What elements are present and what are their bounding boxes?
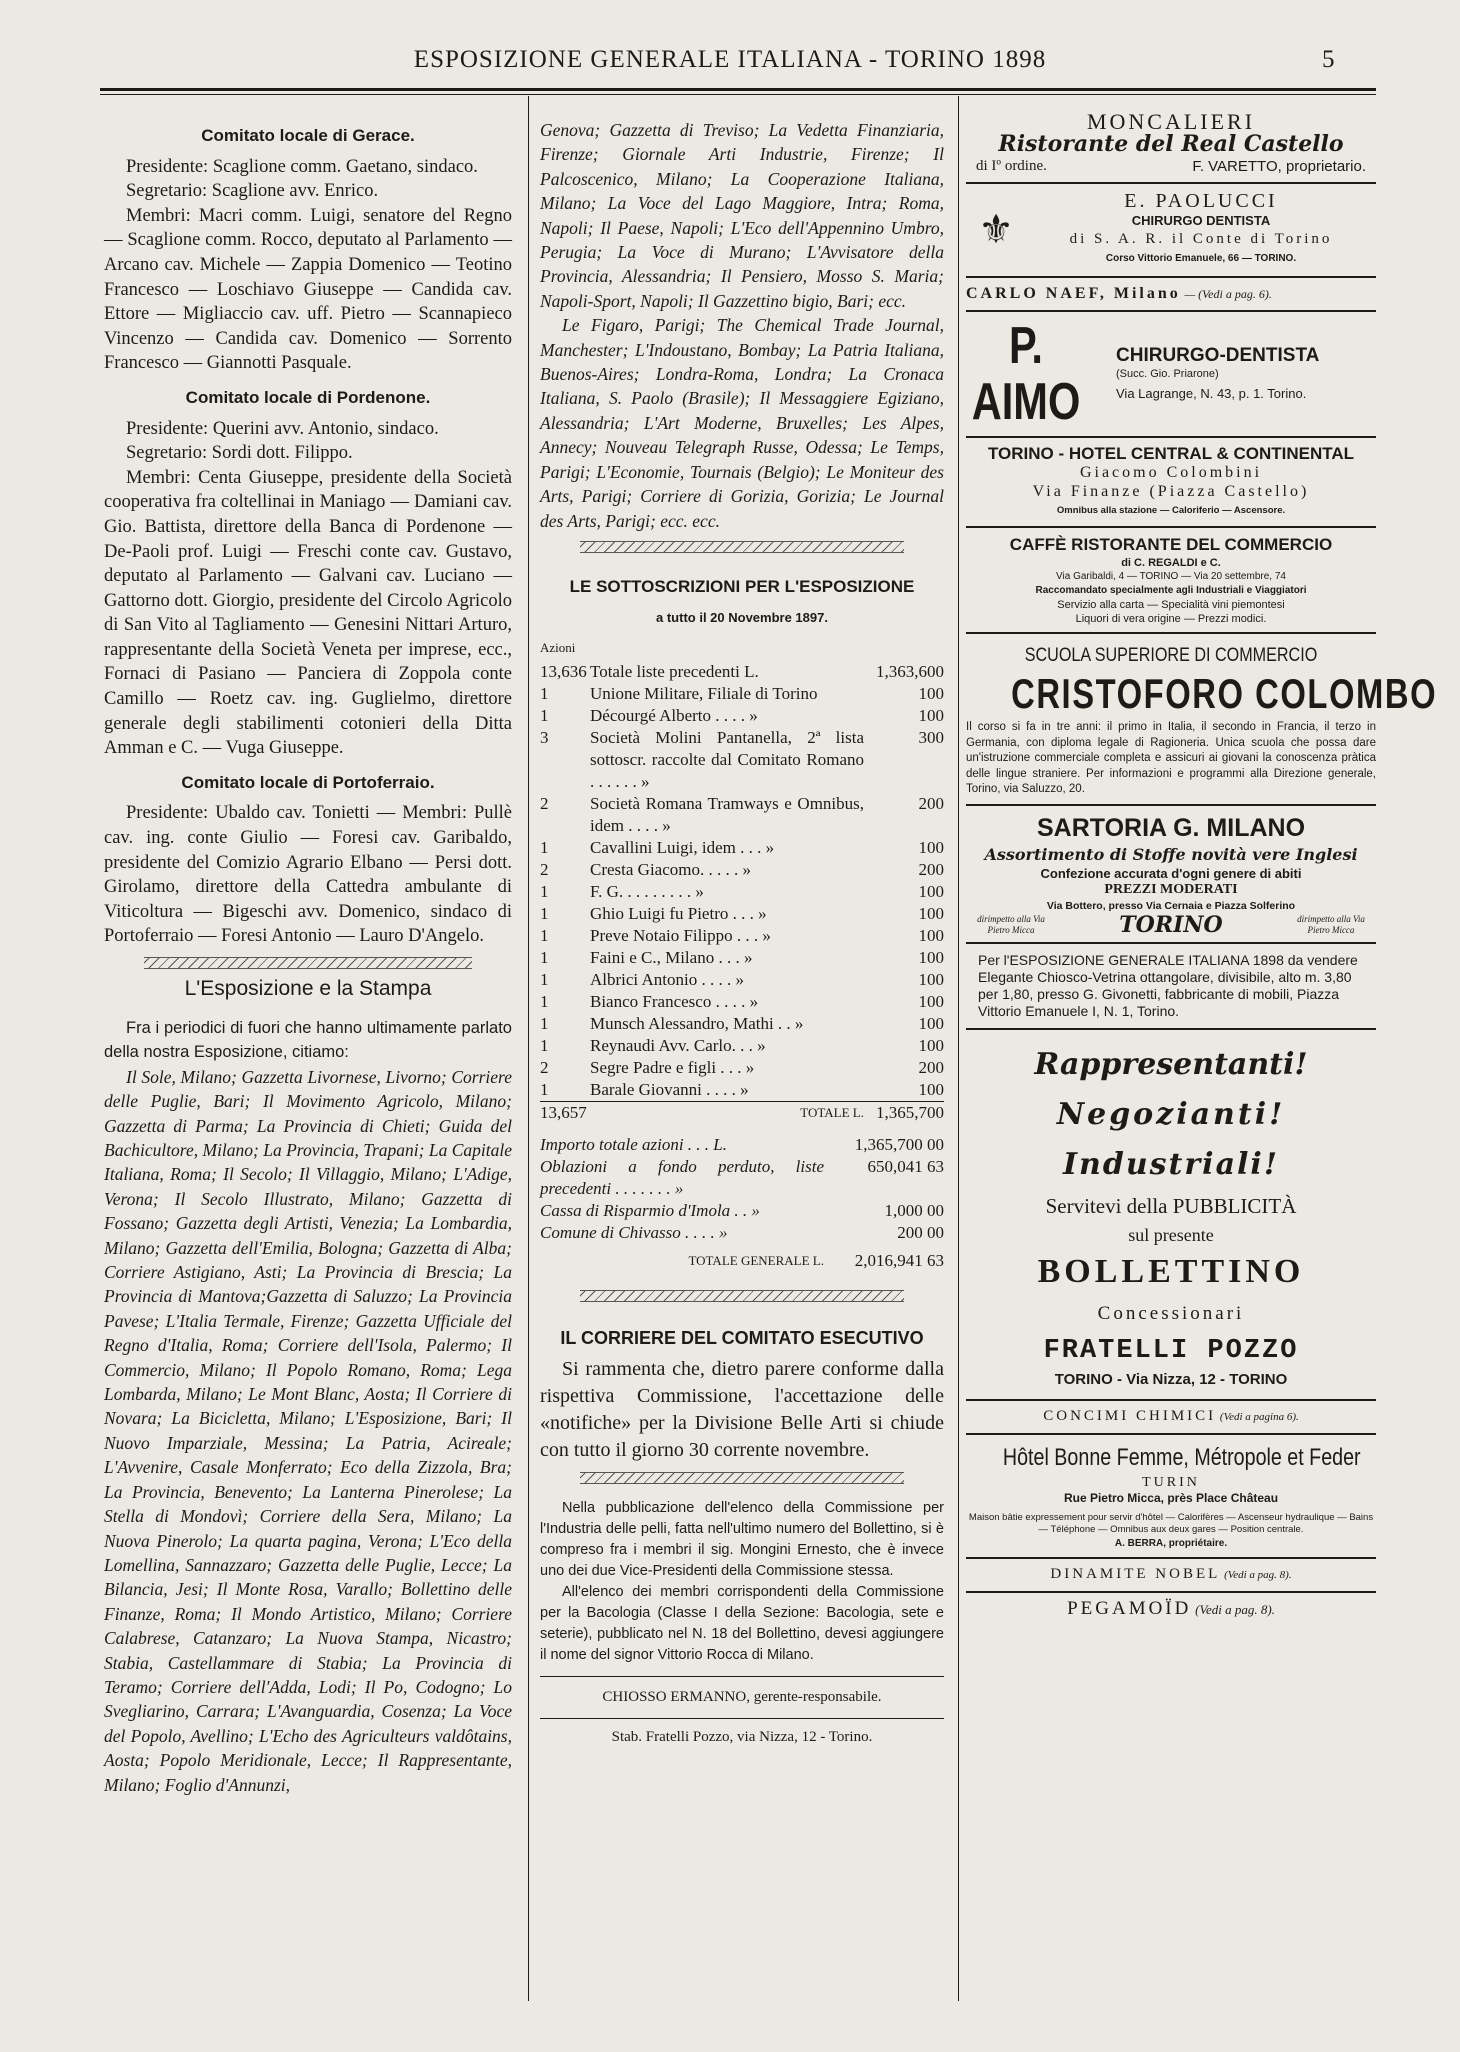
subscription-name: Décourgé Alberto . . . . »: [590, 705, 758, 725]
ad-paolucci: [966, 184, 1376, 278]
subscription-name: Munsch Alessandro, Mathi . . »: [590, 1013, 804, 1033]
paragraph: Presidente: Ubaldo cav. Tonietti — Membri: Pullè cav. ing. conte Giulio — Foresi cav. Garibaldo, presidente del Comizio Agrario Elbano — Persi dott. Girolamo, direttore della Cattedra ambulante di Viticoltura — Bigeschi avv. Domenico, sindaco di Portoferraio — Foresi Antonio — Lauro D'Angelo.: [104, 803, 512, 947]
column-2: [540, 118, 944, 1749]
subscription-name: F. G. . . . . . . . . »: [590, 881, 704, 901]
subscription-n: 1: [540, 1079, 549, 1099]
header-rule: [100, 88, 1376, 91]
section-title-gerace: Comitato locale di Gerace.: [201, 126, 415, 145]
corriere-title: IL CORRIERE DEL COMITATO ESECUTIVO: [560, 1327, 924, 1348]
summary-row: [540, 1222, 944, 1244]
subscription-name: Cavallini Luigi, idem . . . »: [590, 837, 775, 857]
ad-line: sul presente: [1128, 1224, 1214, 1245]
subscription-row: [540, 793, 944, 837]
ad-line: Industriali!: [1063, 1146, 1279, 1182]
subscription-row: [540, 1057, 944, 1079]
subscription-amt: 100: [918, 903, 944, 923]
paragraph: Segretario: Sordi dott. Filippo.: [126, 443, 353, 464]
subscription-name: Barale Giovanni . . . . »: [590, 1079, 749, 1099]
ad-title: SCUOLA SUPERIORE DI COMMERCIO: [1024, 645, 1318, 666]
subscription-name: Preve Notaio Filippo . . . »: [590, 925, 771, 945]
paragraph: Fra i periodici di fuori che hanno ultimamente parlato della nostra Esposizione, citiamo:: [104, 1018, 512, 1062]
ad-line: Liquori di vera origine — Prezzi modici.: [1075, 613, 1267, 625]
ornamental-divider: [580, 1472, 904, 1484]
ad-text: Il corso si fa in tre anni: il primo in Italia, il secondo in Francia, il terzo in Germania, con diploma legale di Ragioneria. Unica scuola che possa dare un'istruzione commerciale completa e assicuri ai giovani la conoscenza pràtica delle lingue straniere. Per informazioni e programmi alla Direzione generale, Torino, via Saluzzo, 20.: [966, 721, 1376, 795]
ad-ref: — (Vedi a pag. 6).: [1184, 287, 1272, 301]
ad-caffe: [966, 528, 1376, 634]
subscription-n: 1: [540, 1013, 549, 1033]
ad-ref: (Vedi a pag. 8).: [1224, 1568, 1292, 1581]
ad-name: P. AIMO: [971, 317, 1081, 431]
total-count: 13,657: [540, 1102, 587, 1122]
subscription-row: [540, 683, 944, 705]
subscription-amt: 1,363,600: [876, 661, 944, 681]
ad-tagline: Assortimento di Stoffe novità vere Inglesi: [984, 844, 1358, 864]
ad-naef: [966, 278, 1376, 312]
summary-label: Cassa di Risparmio d'Imola . . »: [540, 1200, 760, 1220]
subscription-row: [540, 859, 944, 881]
ad-concimi: [966, 1401, 1376, 1435]
paragraph: Presidente: Scaglione comm. Gaetano, sindaco.: [126, 156, 478, 177]
ad-line: di S. A. R. il Conte di Torino: [1069, 231, 1333, 247]
subscription-amt: 100: [918, 683, 944, 703]
subscription-amt: 100: [918, 1035, 944, 1055]
ad-bonne-femme: [966, 1435, 1376, 1559]
subscription-n: 1: [540, 969, 549, 989]
paragraph: Membri: Macri comm. Luigi, senatore del Regno — Scaglione comm. Rocco, deputato al Parlamento — Arcano cav. Michele — Zappia Domenico — Teotino Francesco — Loschiavo Giuseppe — Candida cav. Ettore — Migliaccio cav. uff. Pietro — Scannapieco Vincenzo — Candida cav. Domenico — Sorrento Francesco — Giannotti Pasquale.: [104, 205, 512, 374]
subscription-row: [540, 969, 944, 991]
subscription-name: Segre Padre e figli . . . »: [590, 1057, 755, 1077]
ad-sartoria: [966, 806, 1376, 944]
ornamental-divider: [580, 1290, 904, 1302]
ad-owner: di C. REGALDI e C.: [1121, 557, 1221, 569]
subscription-row: [540, 1013, 944, 1035]
press-list-continued: Genova; Gazzetta di Treviso; La Vedetta Finanziaria, Firenze; Giornale Arti Industrie, Firenze; Il Palcoscenico, Milano; La Cooperazione Italiana, Milano; La Voce del Lago Maggiore, Intra; Roma, Napoli; Il Paese, Napoli; L'Eco dell'Appennino Umbro, Perugia; La Voce di Murano; L'Avvisatore della Provincia, Alessandria; Il Pensiero, Mosso S. Maria; Napoli-Sport, Napoli; Il Gazzettino bigio, Bari; ecc.: [540, 120, 944, 311]
subscription-row: [540, 837, 944, 859]
summary-amount: 650,041 63: [867, 1156, 944, 1176]
ad-aimo: [966, 312, 1376, 438]
corriere-text: Si rammenta che, dietro parere conforme dalla rispettiva Commissione, l'accettazione delle «notifiche» per la Divisione Belle Arti si chiude con tutto il giorno 30 corrente novembre.: [540, 1358, 944, 1462]
header-rule-thin: [100, 94, 1376, 95]
ornamental-divider: [144, 957, 472, 969]
subscription-name: Albrici Antonio . . . . »: [590, 969, 744, 989]
ad-address: Via Lagrange, N. 43, p. 1. Torino.: [1116, 385, 1307, 401]
column-1: [104, 118, 512, 1797]
subscription-n: 1: [540, 991, 549, 1011]
subscription-name: Cresta Giacomo. . . . . »: [590, 859, 751, 879]
subscription-name: Unione Militare, Filiale di Torino: [590, 683, 818, 703]
ad-scuola: [966, 634, 1438, 806]
subscription-amt: 100: [918, 947, 944, 967]
notice-paragraph: Nella pubblicazione dell'elenco della Commissione per l'Industria delle pelli, fatta nell'ultimo numero del Bollettino, si è compreso fra i membri il sig. Mongini Ernesto, che è invece uno dei due Vice-Presidenti della Commissione stessa.: [540, 1500, 944, 1580]
subscription-n: 3: [540, 727, 549, 747]
subscription-n: 1: [540, 925, 549, 945]
subscription-name: Società Romana Tramways e Omnibus, idem . . . . »: [590, 793, 864, 835]
subscription-amt: 200: [918, 1057, 944, 1077]
ad-note: Omnibus alla stazione — Caloriferio — Ascensore.: [1056, 505, 1286, 516]
page-header-title: ESPOSIZIONE GENERALE ITALIANA - TORINO 1898: [413, 46, 1047, 73]
ad-town: MONCALIERI: [1086, 109, 1256, 134]
grand-total-amount: 2,016,941 63: [854, 1250, 944, 1270]
summary-amount: 1,000 00: [884, 1200, 944, 1220]
summary-row: [540, 1156, 944, 1200]
subscriptions-total: [540, 1101, 944, 1124]
subscription-amt: 100: [918, 837, 944, 857]
ad-address: Via Garibaldi, 4 — TORINO — Via 20 settembre, 74: [1056, 571, 1286, 582]
subscription-n: 1: [540, 705, 549, 725]
subscriptions-subtitle: a tutto il 20 Novembre 1897.: [656, 609, 828, 625]
ad-right-note: dirimpetto alla Via Pietro Micca: [1297, 913, 1365, 935]
subscription-amt: 100: [918, 925, 944, 945]
ads-column: [966, 109, 1438, 1626]
ad-owner: F. VARETTO, proprietario.: [1192, 158, 1366, 175]
subscription-n: 1: [540, 683, 549, 703]
subscription-amt: 100: [918, 1013, 944, 1033]
ad-hotel-central: [966, 438, 1376, 528]
printer-line: Stab. Fratelli Pozzo, via Nizza, 12 - Torino.: [540, 1718, 944, 1750]
subscription-row: [540, 1035, 944, 1057]
ad-city: TORINO: [1119, 911, 1223, 938]
ad-title: TORINO - HOTEL CENTRAL & CONTINENTAL: [987, 444, 1355, 463]
ad-left-note: dirimpetto alla Via Pietro Micca: [977, 913, 1045, 935]
gerente-line: CHIOSSO ERMANNO, gerente-responsabile.: [540, 1676, 944, 1710]
subscription-row: [540, 991, 944, 1013]
ad-address: Rue Pietro Micca, près Place Château: [1063, 1490, 1279, 1505]
ad-address: Via Finanze (Piazza Castello): [1032, 483, 1310, 500]
subscriptions-col-header: Azioni: [540, 640, 576, 656]
subscription-name: Bianco Francesco . . . . »: [590, 991, 759, 1011]
ad-line: Raccomandato specialmente agli Industriali e Viaggiatori: [1035, 585, 1307, 596]
ad-line: Via Bottero, presso Via Cernaia e Piazza Solferino: [1046, 899, 1296, 912]
subscription-n: 13,636: [540, 661, 587, 681]
ad-city: TURIN: [1142, 1474, 1200, 1490]
subscription-name: Società Molini Pantanella, 2ª lista sottoscr. raccolte dal Comitato Romano . . . . . . »: [590, 727, 864, 791]
ad-moncalieri: [966, 109, 1376, 184]
subscription-n: 1: [540, 947, 549, 967]
ad-ref: (Vedi a pag. 8).: [1195, 1601, 1275, 1617]
subscription-amt: 100: [918, 969, 944, 989]
subscription-amt: 100: [918, 705, 944, 725]
ad-name: CONCIMI CHIMICI: [1043, 1407, 1217, 1424]
subscriptions-title: LE SOTTOSCRIZIONI PER L'ESPOSIZIONE: [569, 576, 915, 596]
subscription-amt: 200: [918, 793, 944, 813]
column-divider: [528, 96, 529, 2001]
ad-text: Per l'ESPOSIZIONE GENERALE ITALIANA 1898 da vendere Elegante Chiosco-Vetrina ottangolare, divisibile, alto m. 3,80 per 1,80, presso G. Givonetti, fabbricante di mobili, Piazza Vittorio Emanuele I, N. 1, Torino.: [978, 951, 1358, 1019]
ad-name: CARLO NAEF, Milano: [966, 285, 1181, 302]
subscription-row: [540, 727, 944, 793]
subscription-amt: 100: [918, 1079, 944, 1099]
subscription-name: Reynaudi Avv. Carlo. . . »: [590, 1035, 766, 1055]
ad-chiosco: [966, 944, 1376, 1030]
ad-name: Ristorante del Real Castello: [998, 131, 1344, 157]
subscription-n: 2: [540, 1057, 549, 1077]
ad-name: SARTORIA G. MILANO: [1036, 813, 1306, 842]
ad-address: Corso Vittorio Emanuele, 66 — TORINO.: [1105, 253, 1297, 264]
summary-row: [540, 1200, 944, 1222]
page-number: 5: [1322, 46, 1335, 73]
subscription-row: [540, 881, 944, 903]
subscription-name: Ghio Luigi fu Pietro . . . »: [590, 903, 767, 923]
ad-name: DINAMITE NOBEL: [1050, 1565, 1221, 1582]
ad-dinamite: [966, 1559, 1376, 1593]
ad-role: CHIRURGO DENTISTA: [1131, 213, 1271, 228]
press-list: Il Sole, Milano; Gazzetta Livornese, Livorno; Corriere delle Puglie, Bari; Il Movimento Agricolo, Milano; Gazzetta di Parma; La Provincia di Chieti; Guida del Bachicultore, Milano; La Provincia, Trapani; La Capitale Italiana, Roma; Il Secolo; Il Villaggio, Milano; L'Adige, Verona; Il Secolo Illustrato, Milano; Gazzetta di Fossano; Gazzetta degli Artisti, Venezia; La Lombardia, Milano; Gazzetta dell'Emilia, Bologna; Gazzetta di Alba; Corriere Astigiano, Asti; La Provincia di Brescia; La Provincia di Mantova;Gazzetta di Saluzzo; La Provincia Pavese; L'Italia Termale, Firenze; Gazzetta Ufficiale del Regno d'Italia, Roma; Corriere dell'Isola, Palermo; Il Commercio, Milano; Il Popolo Romano, Roma; Lega Lombarda, Milano; Le Mont Blanc, Aosta; Il Corriere di Novara; La Bicicletta, Milano; L'Esposizione, Bari; Il Nuovo Imparziale, Messina; La Patria, Acireale; L'Avvenire, Casale Monferrato; Eco della Zizzola, Bra; La Provincia, Benevento; La Lanterna Pinerolese; La Stella di Mondovì; Corriere della Sera, Milano; La Nuova Pinerolo; La quarta pagina, Verona; L'Eco della Lomellina, Sannazzaro; Gazzetta delle Puglie, Lecce; La Bilancia, Jesi; Il Monte Rosa, Varallo; Bollettino delle Finanze, Roma; Il Mondo Artistico, Milano; Corriere Calabrese, Catanzaro; La Nuova Stampa, Nicastro; Stabia, Castellammare di Stabia; La Provincia di Teramo; Corriere dell'Adda, Lodi; Il Po, Codogno; Lo Svegliarino, Carrara; L'Avanguardia, Cosenza; La Voce del Popolo, Avellino; L'Echo des Agriculteurs valdôtains, Aosta; Popolo Meridionale, Lecce; Il Rappresentante, Milano; Foglio d'Annunzi,: [104, 1066, 512, 1795]
total-amount: 1,365,700: [876, 1102, 944, 1122]
ad-line: Confezione accurata d'ogni genere di abiti: [1040, 865, 1302, 881]
subscription-row: [540, 925, 944, 947]
ad-line: Concessionari: [1097, 1302, 1245, 1324]
subscription-row: [540, 705, 944, 727]
grand-total-label: TOTALE GENERALE L.: [688, 1252, 824, 1268]
ad-line: PREZZI MODERATI: [1104, 881, 1238, 897]
paragraph: Membri: Centa Giuseppe, presidente della Società cooperativa fra coltellinai in Maniago — Damiani cav. Gio. Battista, direttore della Banca di Pordenone — De-Paoli prof. Luigi — Freschi conte cav. Gustavo, deputato al Parlamento — Galvani cav. Luciano — Gattorno dott. Giorgio, presidente del Circolo Agricolo di San Vito al Tagliamento — Genesini Nittari Arturo, rappresentante della Società Veneta per imprese, ecc., Fornaci di Pasiano — Panciera di Zoppola conte Camillo — Roetz cav. ing. Guglielmo, direttore generale degli stabilimenti cotonieri della Ditta Amman e C. — Vuga Giuseppe.: [104, 467, 512, 759]
section-title-stampa: L'Esposizione e la Stampa: [184, 977, 432, 1000]
summary-amount: 1,365,700 00: [854, 1134, 944, 1154]
summary-row: [540, 1134, 944, 1156]
ad-line: Servizio alla carta — Specialità vini piemontesi: [1057, 599, 1285, 611]
paragraph: Segretario: Scaglione avv. Enrico.: [126, 181, 379, 202]
subscription-row: [540, 903, 944, 925]
subscription-amt: 100: [918, 991, 944, 1011]
summary-amount: 200 00: [897, 1222, 944, 1242]
ad-owner: A. BERRA, propriétaire.: [1114, 1537, 1228, 1549]
summary-label: Importo totale azioni . . . L.: [540, 1134, 728, 1154]
subscription-row: [540, 947, 944, 969]
subscriptions-table: [540, 661, 944, 1101]
ad-name: E. PAOLUCCI: [1124, 190, 1278, 212]
press-list-foreign: Le Figaro, Parigi; The Chemical Trade Journal, Manchester; L'Indoustano, Bombay; La Patria Italiana, Buenos-Aires; Londra-Roma, Londra; La Cronaca Italiana, S. Paolo (Brasile); Il Messaggiere Egiziano, Alessandria; L'Art Moderne, Bruxelles; Les Alpes, Annecy; Nouveau Telegraph Russe, Odessa; Le Temps, Parigi; L'Economie, Tournais (Belgio); Le Moniteur des Arts, Parigi; Corriere di Gorizia, Gorizia; Le Journal des Arts, Parigi; ecc. ecc.: [540, 315, 944, 531]
section-title-pordenone: Comitato locale di Pordenone.: [185, 387, 431, 407]
crown-crest-icon: ⚜: [978, 207, 1014, 252]
ad-owner: Giacomo Colombini: [1079, 464, 1263, 481]
subscription-amt: 300: [918, 727, 944, 747]
ad-line: FRATELLI POZZO: [1043, 1335, 1299, 1366]
notice-paragraph: All'elenco dei membri corrispondenti della Commissione per la Bacologia (Classe I della Sezione: Bacologia, sete e seterie), pubblicato nel N. 18 del Bollettino, devesi aggiungere il nome del signor Vittorio Rocca di Milano.: [540, 1584, 944, 1664]
subscription-n: 1: [540, 881, 549, 901]
ad-pegamoid: [966, 1593, 1376, 1626]
section-title-portoferraio: Comitato locale di Portoferraio.: [181, 772, 435, 792]
subscription-amt: 100: [918, 881, 944, 901]
ad-succ: (Succ. Gio. Priarone): [1116, 367, 1219, 380]
ad-line: Rappresentanti!: [1034, 1046, 1308, 1082]
subscription-n: 2: [540, 793, 549, 813]
ad-line: BOLLETTINO: [1037, 1252, 1305, 1290]
ad-name: PEGAMOÏD: [1067, 1597, 1192, 1619]
ad-role: CHIRURGO-DENTISTA: [1116, 344, 1320, 366]
subscription-n: 1: [540, 1035, 549, 1055]
subscription-row: [540, 1079, 944, 1101]
subscription-name: Faini e C., Milano . . . »: [590, 947, 753, 967]
subscription-n: 2: [540, 859, 549, 879]
subscription-n: 1: [540, 837, 549, 857]
grand-total: [540, 1250, 944, 1272]
ad-name: Hôtel Bonne Femme, Métropole et Feder: [1002, 1443, 1361, 1471]
ad-title: CAFFÈ RISTORANTE DEL COMMERCIO: [1009, 535, 1333, 554]
subscription-amt: 200: [918, 859, 944, 879]
summary-table: [540, 1134, 944, 1244]
summary-label: Comune di Chivasso . . . . »: [540, 1222, 728, 1242]
column-divider: [958, 96, 959, 2001]
ad-line: TORINO - Via Nizza, 12 - TORINO: [1054, 1370, 1288, 1388]
summary-label: Oblazioni a fondo perduto, liste precedenti . . . . . . . »: [540, 1156, 824, 1198]
ad-order: di Iº ordine.: [976, 158, 1047, 174]
ad-pubblicita: [966, 1030, 1376, 1401]
subscription-name: Totale liste precedenti L.: [590, 661, 759, 681]
ad-text: Maison bâtie expressement pour servir d'hôtel — Calorifères — Ascenseur hydraulique — Bains — Téléphone — Omnibus aux deux gares — Position centrale.: [968, 1511, 1374, 1535]
subscription-row: [540, 661, 944, 683]
total-label: TOTALE L.: [800, 1104, 864, 1120]
paragraph: Presidente: Querini avv. Antonio, sindaco.: [126, 418, 439, 439]
ad-line: Servitevi della PUBBLICITÀ: [1045, 1193, 1297, 1218]
ornamental-divider: [580, 541, 904, 553]
ad-line: Negozianti!: [1056, 1096, 1286, 1132]
subscription-n: 1: [540, 903, 549, 923]
ad-name: CRISTOFORO COLOMBO: [1011, 670, 1438, 717]
ad-ref: (Vedi a pagina 6).: [1219, 1410, 1299, 1423]
